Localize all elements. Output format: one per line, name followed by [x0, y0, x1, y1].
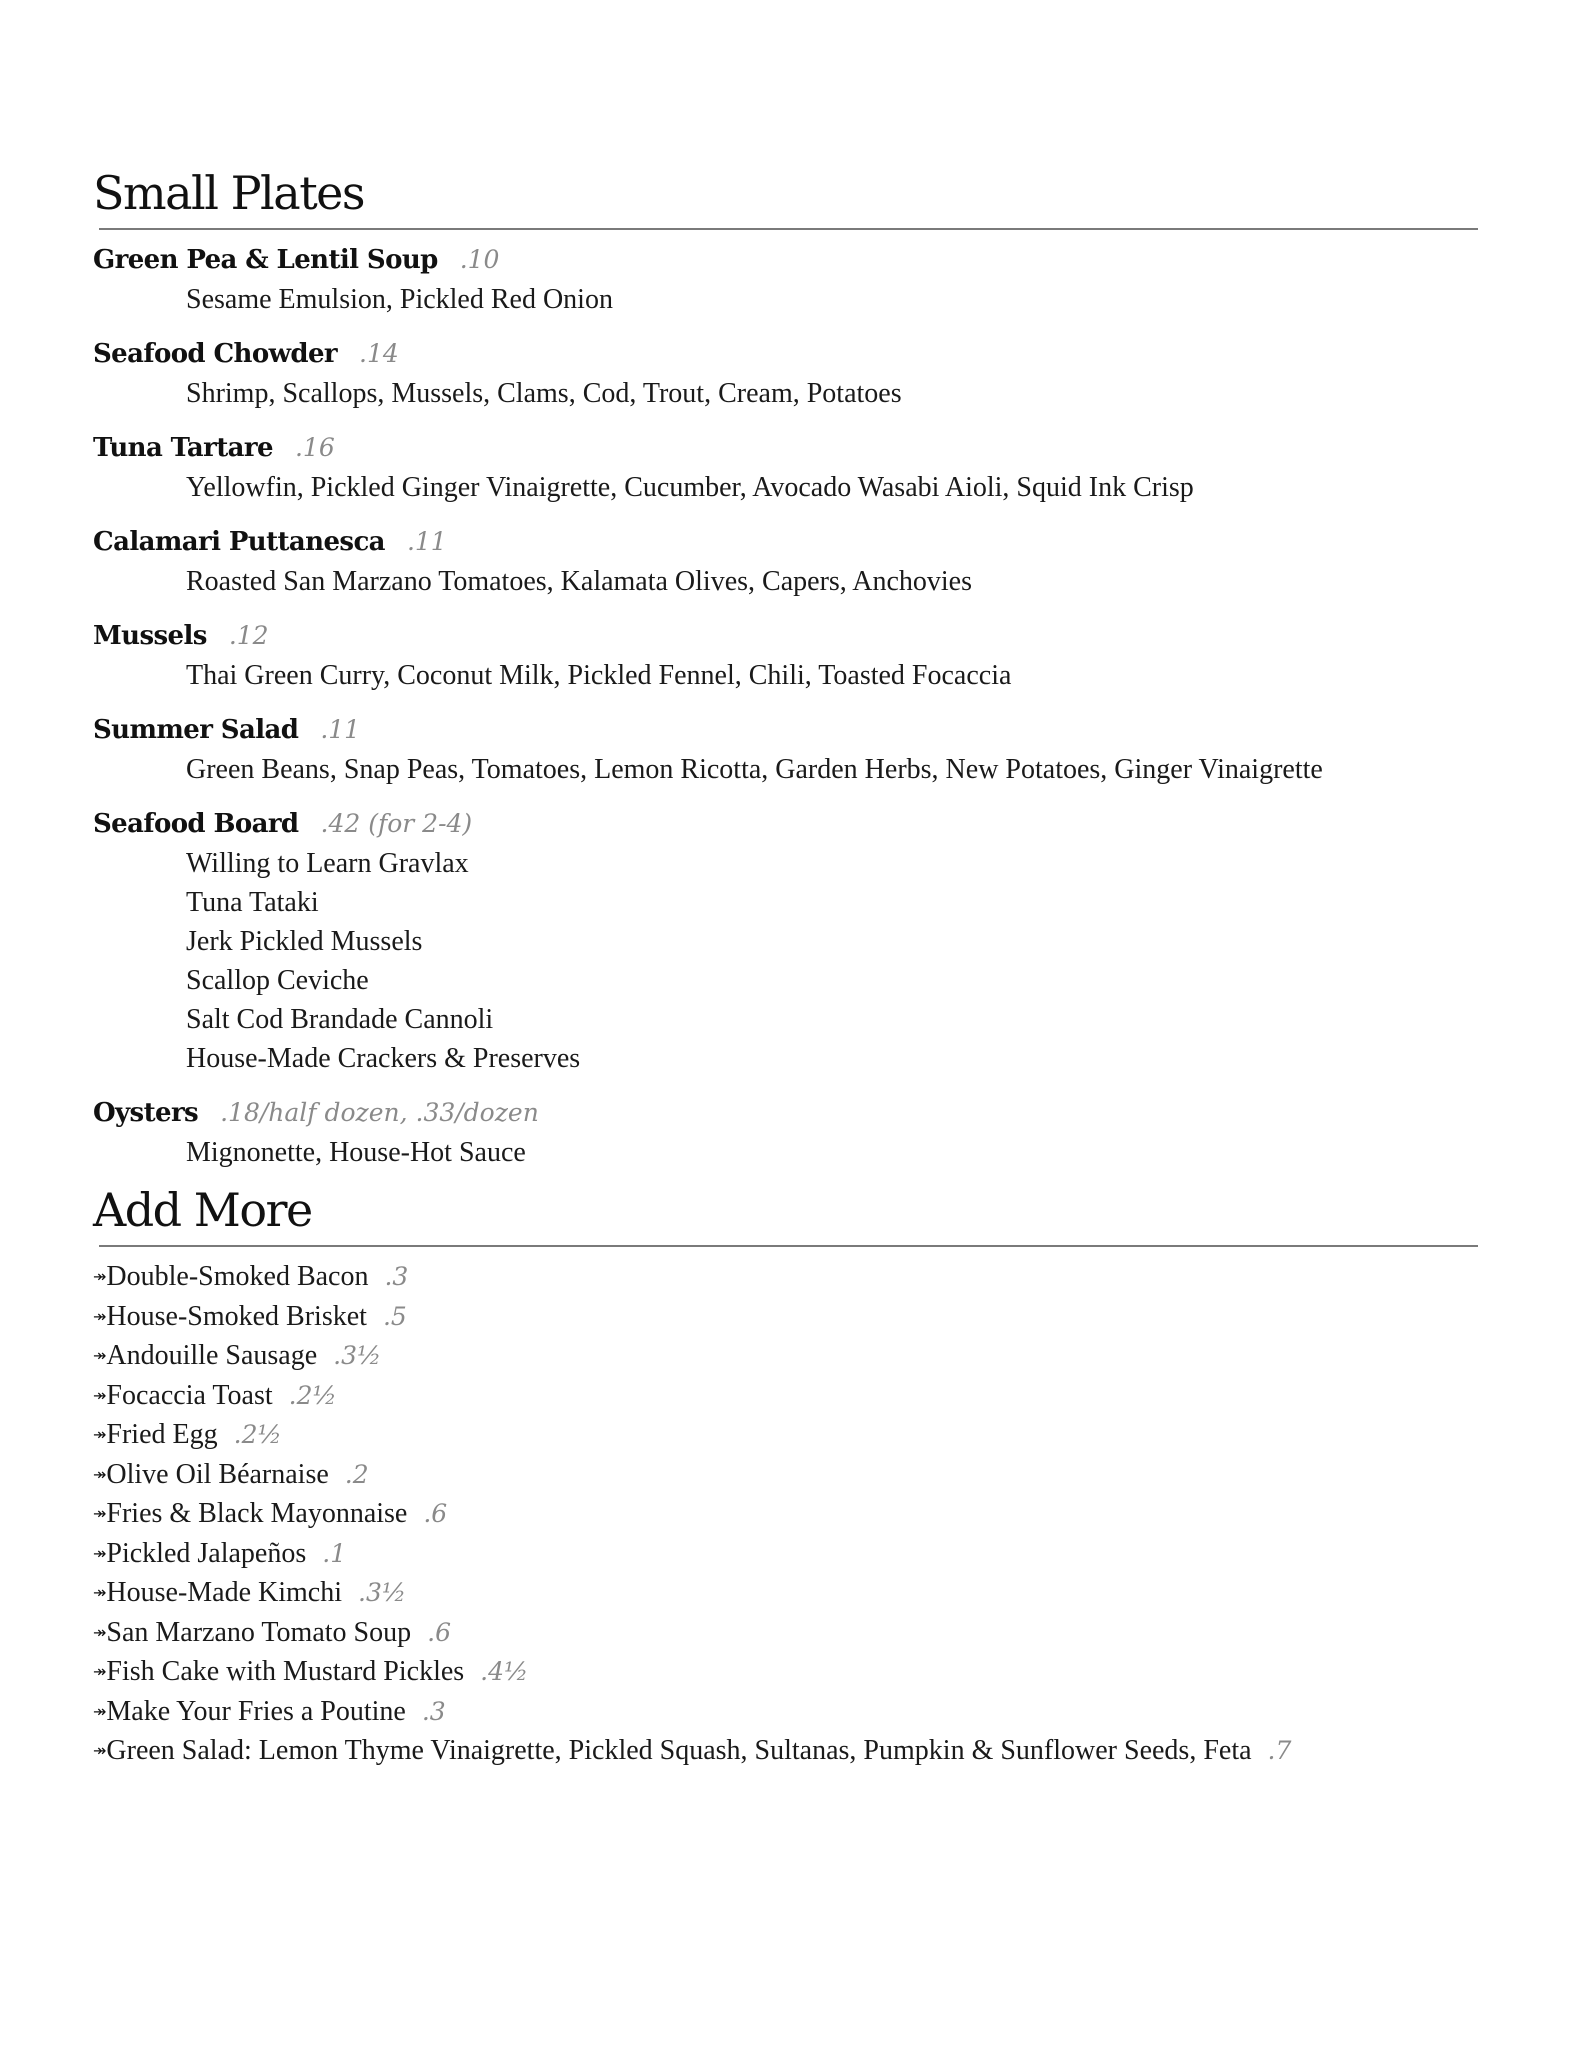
add-on-price: .4½ — [480, 1657, 529, 1686]
add-on-price: .6 — [427, 1617, 451, 1647]
add-on-item — [93, 1257, 1478, 1297]
menu-item-description: Green Beans, Snap Peas, Tomatoes, Lemon Ricotta, Garden Herbs, New Potatoes, Ginger Vinaigrette — [186, 754, 1323, 785]
add-on-name: Fish Cake with Mustard Pickles — [106, 1656, 465, 1687]
menu-item-header — [93, 710, 1478, 750]
menu-item-description: Sesame Emulsion, Pickled Red Onion — [186, 284, 613, 315]
menu-item-name: Seafood Chowder — [93, 339, 338, 369]
add-on-item — [93, 1652, 1478, 1692]
menu-item-price: .12 — [228, 621, 269, 650]
add-on-price: .2 — [344, 1459, 369, 1489]
add-on-name: Focaccia Toast — [106, 1379, 273, 1411]
menu-item — [93, 334, 1478, 413]
menu-item-name: Tuna Tartare — [93, 433, 273, 463]
menu-item-name: Calamari Puttanesca — [93, 527, 385, 557]
section-divider — [99, 228, 1478, 230]
menu-item-price: .18/half dozen, .33/dozen — [220, 1098, 539, 1127]
menu-item — [93, 616, 1478, 695]
add-on-price: .3 — [384, 1262, 409, 1291]
menu-item-header — [93, 1093, 1478, 1133]
arrow-bullet-icon: ↠ — [93, 1622, 107, 1642]
menu-item — [93, 428, 1478, 507]
arrow-bullet-icon: ↠ — [93, 1425, 107, 1444]
add-on-name: Andouille Sausage — [106, 1340, 318, 1371]
arrow-bullet-icon: ↠ — [93, 1741, 107, 1760]
add-on-item — [93, 1297, 1478, 1337]
arrow-bullet-icon: ↠ — [93, 1267, 107, 1286]
arrow-bullet-icon: ↠ — [93, 1583, 107, 1602]
menu-item-header — [93, 334, 1478, 374]
menu-item-price: .16 — [294, 433, 335, 462]
menu-item-name: Oysters — [93, 1098, 199, 1128]
add-on-item — [93, 1376, 1478, 1416]
add-on-name: Green Salad: Lemon Thyme Vinaigrette, Pickled Squash, Sultanas, Pumpkin & Sunflower Seeds, Feta — [106, 1735, 1252, 1766]
add-on-name: Double-Smoked Bacon — [106, 1261, 369, 1292]
add-on-item — [93, 1336, 1478, 1376]
add-on-item — [93, 1613, 1478, 1653]
add-on-item — [93, 1455, 1478, 1495]
add-on-price: .2½ — [233, 1420, 282, 1449]
menu-item — [93, 522, 1478, 601]
menu-item-header — [93, 616, 1478, 656]
add-on-item — [93, 1573, 1478, 1613]
add-on-name: House-Made Kimchi — [106, 1577, 343, 1608]
menu-item — [93, 804, 1478, 1078]
add-on-name: Olive Oil Béarnaise — [106, 1458, 329, 1490]
add-on-price: .7 — [1267, 1736, 1292, 1765]
add-on-name: Make Your Fries a Poutine — [106, 1695, 406, 1727]
add-on-price: .3 — [421, 1696, 446, 1726]
add-on-price: .5 — [382, 1301, 407, 1331]
menu-item-description: House-Made Crackers & Preserves — [186, 1043, 581, 1074]
add-on-item — [93, 1415, 1478, 1455]
add-on-name: San Marzano Tomato Soup — [106, 1616, 412, 1648]
add-on-name: House-Smoked Brisket — [106, 1300, 367, 1332]
menu-item — [93, 710, 1478, 789]
menu-item-description: Scallop Ceviche — [186, 965, 369, 996]
add-more-list — [93, 1257, 1478, 1771]
add-on-price: .1 — [322, 1538, 347, 1568]
menu-item-description: Yellowfin, Pickled Ginger Vinaigrette, Cucumber, Avocado Wasabi Aioli, Squid Ink Crisp — [186, 472, 1194, 503]
menu-item-description: Roasted San Marzano Tomatoes, Kalamata Olives, Capers, Anchovies — [186, 566, 972, 597]
menu-item-price: .42 (for 2-4) — [320, 809, 473, 838]
section-title-add-more: Add More — [93, 1183, 312, 1237]
arrow-bullet-icon: ↠ — [93, 1662, 107, 1681]
menu-item-price: .10 — [459, 245, 500, 274]
add-on-name: Pickled Jalapeños — [106, 1537, 307, 1569]
menu-item-description: Thai Green Curry, Coconut Milk, Pickled Fennel, Chili, Toasted Focaccia — [186, 660, 1012, 691]
add-on-price: .3½ — [358, 1578, 407, 1607]
menu-item-header — [93, 804, 1478, 844]
menu-page — [93, 150, 1478, 1771]
menu-item-description: Salt Cod Brandade Cannoli — [186, 1004, 494, 1035]
menu-item-description: Shrimp, Scallops, Mussels, Clams, Cod, Trout, Cream, Potatoes — [186, 378, 902, 409]
menu-item-price: .11 — [406, 527, 447, 556]
add-on-item — [93, 1534, 1478, 1574]
arrow-bullet-icon: ↠ — [93, 1543, 107, 1563]
add-on-price: .3½ — [333, 1341, 382, 1370]
add-on-name: Fried Egg — [106, 1419, 218, 1450]
small-plates-list — [93, 240, 1478, 1172]
arrow-bullet-icon: ↠ — [93, 1701, 107, 1721]
section-divider — [99, 1245, 1478, 1247]
menu-item-description: Willing to Learn Gravlax — [186, 848, 469, 879]
menu-item-header — [93, 522, 1478, 562]
menu-item-price: .11 — [320, 715, 361, 744]
menu-item-name: Green Pea & Lentil Soup — [93, 245, 438, 275]
add-on-item — [93, 1494, 1478, 1534]
add-on-price: .2½ — [288, 1380, 337, 1410]
menu-item-name: Summer Salad — [93, 715, 299, 745]
arrow-bullet-icon: ↠ — [93, 1464, 107, 1484]
menu-item-price: .14 — [359, 339, 399, 368]
arrow-bullet-icon: ↠ — [93, 1346, 107, 1365]
menu-item-header — [93, 428, 1478, 468]
section-title-small-plates: Small Plates — [93, 166, 365, 220]
menu-item — [93, 1093, 1478, 1172]
menu-item-description: Jerk Pickled Mussels — [186, 926, 423, 957]
add-on-name: Fries & Black Mayonnaise — [106, 1498, 408, 1529]
arrow-bullet-icon: ↠ — [93, 1504, 107, 1523]
menu-item-header — [93, 240, 1478, 280]
arrow-bullet-icon: ↠ — [93, 1385, 107, 1405]
menu-item-description: Tuna Tataki — [186, 887, 319, 918]
add-on-item — [93, 1692, 1478, 1732]
arrow-bullet-icon: ↠ — [93, 1306, 107, 1326]
menu-item-description: Mignonette, House-Hot Sauce — [186, 1137, 526, 1168]
menu-item-name: Seafood Board — [93, 809, 299, 839]
menu-item-name: Mussels — [93, 621, 207, 651]
menu-item — [93, 240, 1478, 319]
add-on-item — [93, 1731, 1478, 1771]
add-on-price: .6 — [423, 1499, 448, 1528]
